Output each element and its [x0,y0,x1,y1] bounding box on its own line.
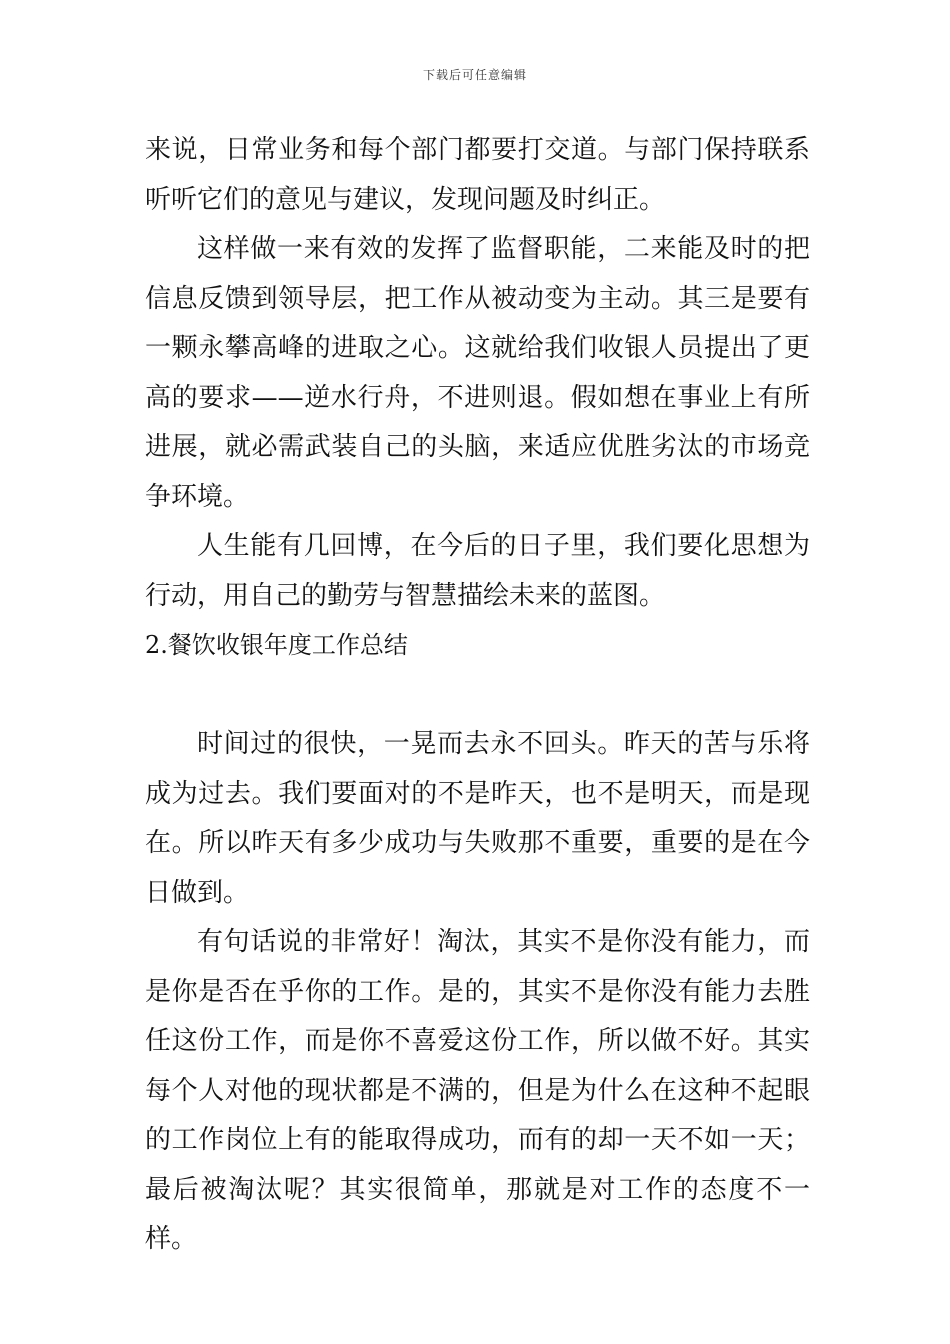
section-heading: 2.餐饮收银年度工作总结 [145,631,408,659]
paragraph-4: 时间过的很快，一晃而去永不回头。昨天的苦与乐将成为过去。我们要面对的不是昨天，也不是明天，而是现在。所以昨天有多少成功与失败那不重要，重要的是在今日做到。 [145,729,810,908]
document-body [145,126,810,1265]
paragraph-3: 人生能有几回博，在今后的日子里，我们要化思想为行动，用自己的勤劳与智慧描绘未来的蓝图。 [145,531,810,611]
page-header: 下载后可任意编辑 [422,68,527,82]
paragraph-5: 有句话说的非常好！淘汰，其实不是你没有能力，而是你是否在乎你的工作。是的，其实不是你没有能力去胜任这份工作，而是你不喜爱这份工作，所以做不好。其实每个人对他的现状都是不满的，但是为什么在这种不起眼的工作岗位上有的能取得成功，而有的却一天不如一天；最后被淘汰呢？其实很简单，那就是对工作的态度不一样。 [145,927,810,1254]
paragraph-2: 这样做一来有效的发挥了监督职能，二来能及时的把信息反馈到领导层，把工作从被动变为主动。其三是要有一颗永攀高峰的进取之心。这就给我们收银人员提出了更高的要求——逆水行舟，不进则退。假如想在事业上有所进展，就必需武装自己的头脑，来适应优胜劣汰的市场竞争环境。 [145,234,810,512]
paragraph-1: 来说，日常业务和每个部门都要打交道。与部门保持联系听听它们的意见与建议，发现问题及时纠正。 [145,135,810,215]
blank-line [145,671,810,721]
